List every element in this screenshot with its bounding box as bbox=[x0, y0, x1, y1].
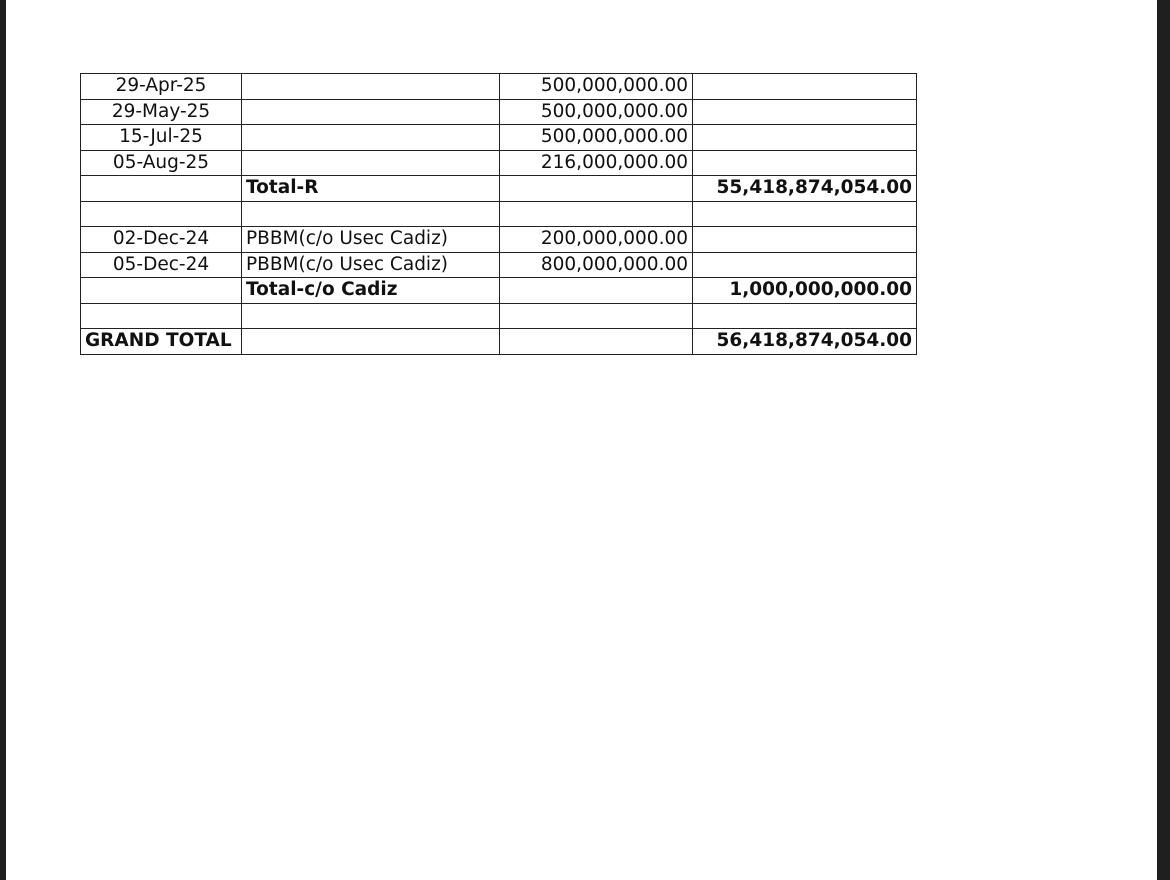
total-cell bbox=[693, 227, 917, 253]
amount-cell bbox=[500, 201, 693, 227]
total-cell bbox=[693, 99, 917, 125]
amount-cell bbox=[500, 329, 693, 355]
description-cell bbox=[242, 329, 500, 355]
table-row bbox=[81, 252, 917, 278]
blank-row bbox=[81, 201, 917, 227]
date-cell: 05-Dec-24 bbox=[81, 252, 242, 278]
description-cell: PBBM(c/o Usec Cadiz) bbox=[242, 252, 500, 278]
description-cell bbox=[242, 74, 500, 100]
amount-cell: 800,000,000.00 bbox=[500, 252, 693, 278]
grand-total-label: GRAND TOTAL bbox=[81, 329, 242, 355]
total-cell bbox=[693, 201, 917, 227]
date-cell: 29-May-25 bbox=[81, 99, 242, 125]
table-row bbox=[81, 150, 917, 176]
date-cell bbox=[81, 303, 242, 329]
total-cell bbox=[693, 303, 917, 329]
spreadsheet-page bbox=[6, 0, 1157, 880]
amount-cell: 216,000,000.00 bbox=[500, 150, 693, 176]
grand-total-row bbox=[81, 329, 917, 355]
date-cell bbox=[81, 201, 242, 227]
description-cell bbox=[242, 125, 500, 151]
amount-cell: 500,000,000.00 bbox=[500, 125, 693, 151]
subtotal-label: Total-c/o Cadiz bbox=[242, 278, 500, 304]
amount-cell: 500,000,000.00 bbox=[500, 74, 693, 100]
subtotal-value: 1,000,000,000.00 bbox=[693, 278, 917, 304]
subtotal-value: 55,418,874,054.00 bbox=[693, 176, 917, 202]
description-cell bbox=[242, 201, 500, 227]
date-cell bbox=[81, 176, 242, 202]
date-cell: 05-Aug-25 bbox=[81, 150, 242, 176]
description-cell bbox=[242, 150, 500, 176]
amount-cell bbox=[500, 278, 693, 304]
table-row bbox=[81, 227, 917, 253]
subtotal-label: Total-R bbox=[242, 176, 500, 202]
date-cell: 29-Apr-25 bbox=[81, 74, 242, 100]
table-row bbox=[81, 99, 917, 125]
description-cell bbox=[242, 99, 500, 125]
amount-cell: 500,000,000.00 bbox=[500, 99, 693, 125]
amount-cell: 200,000,000.00 bbox=[500, 227, 693, 253]
subtotal-row-cadiz bbox=[81, 278, 917, 304]
amount-cell bbox=[500, 303, 693, 329]
viewer-right-edge bbox=[1157, 0, 1170, 880]
ledger-table bbox=[80, 73, 917, 355]
blank-row bbox=[81, 303, 917, 329]
total-cell bbox=[693, 125, 917, 151]
description-cell: PBBM(c/o Usec Cadiz) bbox=[242, 227, 500, 253]
total-cell bbox=[693, 150, 917, 176]
date-cell: 02-Dec-24 bbox=[81, 227, 242, 253]
amount-cell bbox=[500, 176, 693, 202]
table-row bbox=[81, 74, 917, 100]
grand-total-value: 56,418,874,054.00 bbox=[693, 329, 917, 355]
total-cell bbox=[693, 252, 917, 278]
date-cell bbox=[81, 278, 242, 304]
subtotal-row-r bbox=[81, 176, 917, 202]
total-cell bbox=[693, 74, 917, 100]
table-row bbox=[81, 125, 917, 151]
description-cell bbox=[242, 303, 500, 329]
date-cell: 15-Jul-25 bbox=[81, 125, 242, 151]
